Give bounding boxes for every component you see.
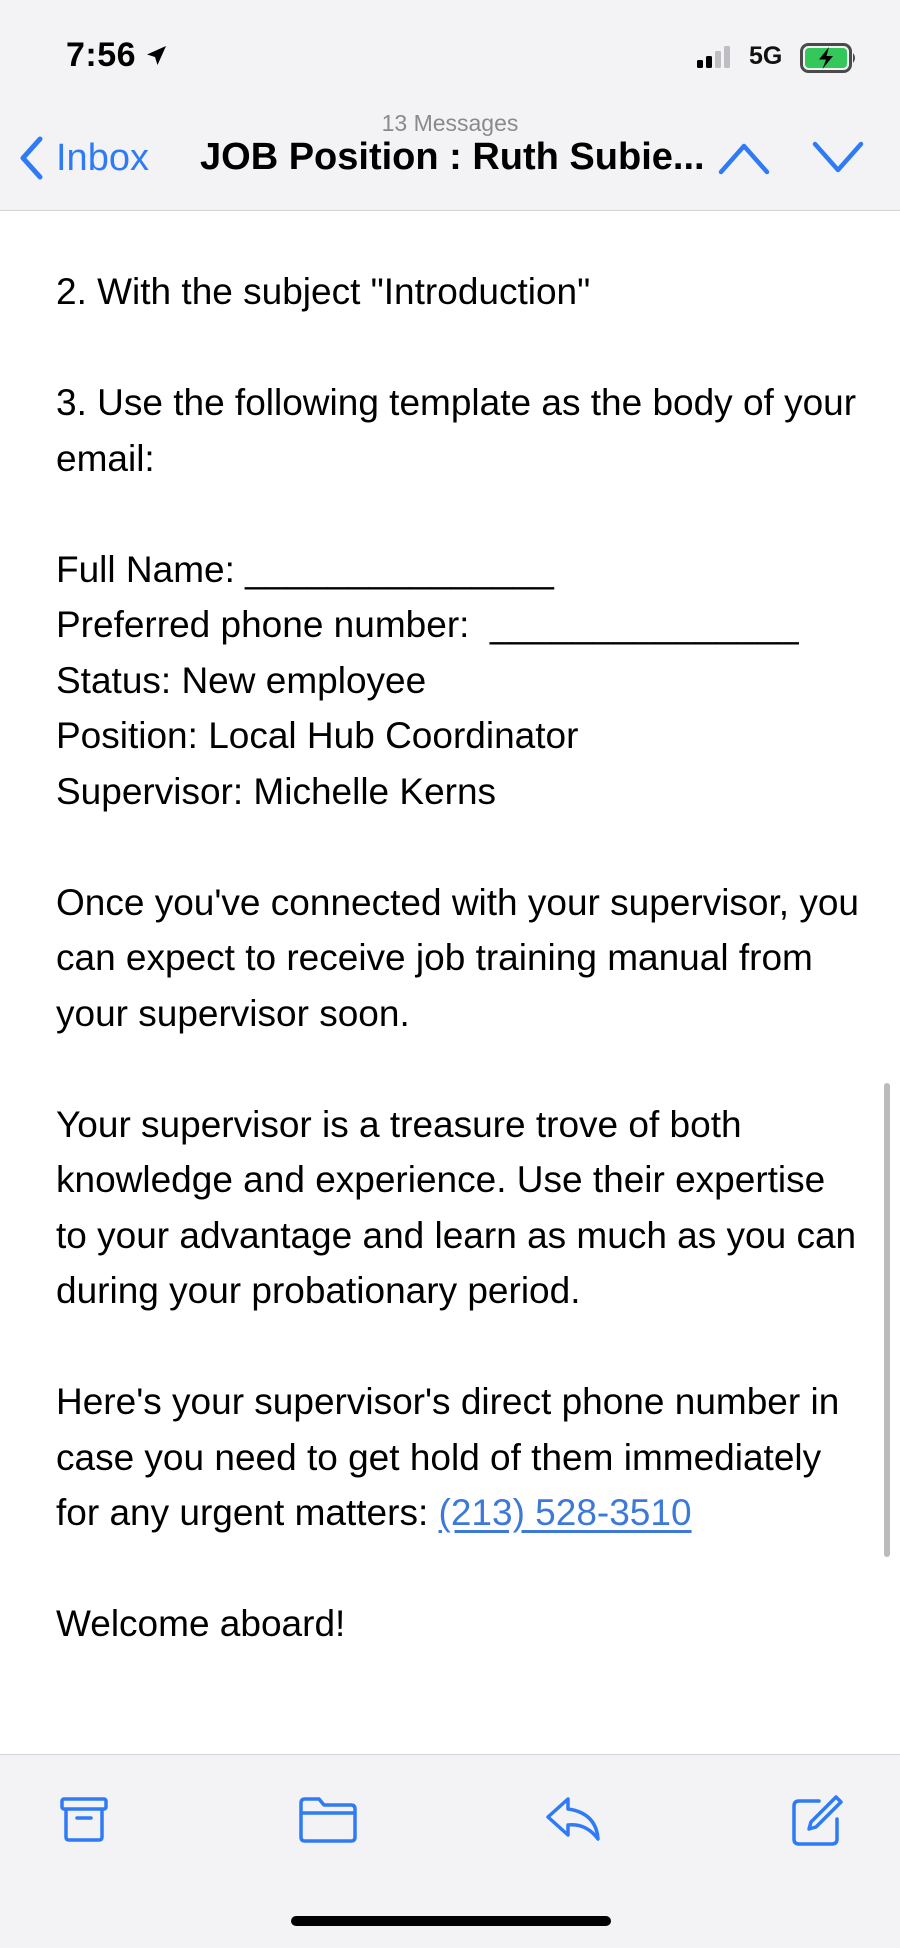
instruction-step-3: 3. Use the following template as the body of your email: [56,382,867,479]
next-message-button[interactable] [812,140,864,181]
email-body [56,211,870,1754]
supervisor-phone-link[interactable]: (213) 528-3510 [438,1492,692,1533]
back-label: Inbox [56,136,149,179]
message-count: 13 Messages [381,110,519,136]
supervisor-phone-text: Here's your supervisor's direct phone number in case you need to get hold of them immediately for any urgent matters: [56,1381,850,1533]
template-full-name: Full Name: _______________ [56,548,554,590]
template-status: Status: New employee [56,659,427,701]
move-to-folder-button[interactable] [297,1793,359,1850]
network-type: 5G [749,42,783,70]
location-arrow-icon [144,44,168,68]
compose-icon [789,1793,845,1849]
paragraph-connected: Once you've connected with your supervisor, you can expect to receive job training manual from your supervisor soon. [56,881,870,1034]
reply-icon [544,1793,602,1845]
status-time: 7:56 [66,36,137,74]
bottom-toolbar [0,1754,900,1948]
archive-icon [58,1793,110,1845]
paragraph-supervisor-phone [56,1374,866,1541]
previous-message-button[interactable] [718,140,770,181]
header-bar [0,0,900,211]
chevron-down-icon [812,140,864,176]
template-phone-number: Preferred phone number: _______________ [56,604,799,645]
cellular-signal-icon [697,46,730,68]
template-supervisor: Supervisor: Michelle Kerns [56,770,497,812]
back-to-inbox-button[interactable] [18,136,149,180]
home-indicator [291,1916,611,1926]
template-position: Position: Local Hub Coordinator [56,715,579,756]
compose-button[interactable] [789,1793,845,1854]
status-time-group [66,36,168,75]
chevron-left-icon [18,136,44,180]
archive-button[interactable] [58,1793,110,1850]
battery-charging-icon [800,43,858,73]
thread-title: JOB Position : Ruth Subie... [200,136,705,178]
chevron-up-icon [718,140,770,176]
vertical-scrollbar[interactable] [884,1083,890,1557]
instruction-step-2: 2. With the subject "Introduction" [56,271,591,312]
reply-button[interactable] [544,1793,602,1850]
folder-icon [297,1793,359,1845]
paragraph-treasure-trove: Your supervisor is a treasure trove of both knowledge and experience. Use their expertise to your advantage and learn as much as you can during your probationary period. [56,1103,867,1311]
welcome-line: Welcome aboard! [56,1603,346,1644]
